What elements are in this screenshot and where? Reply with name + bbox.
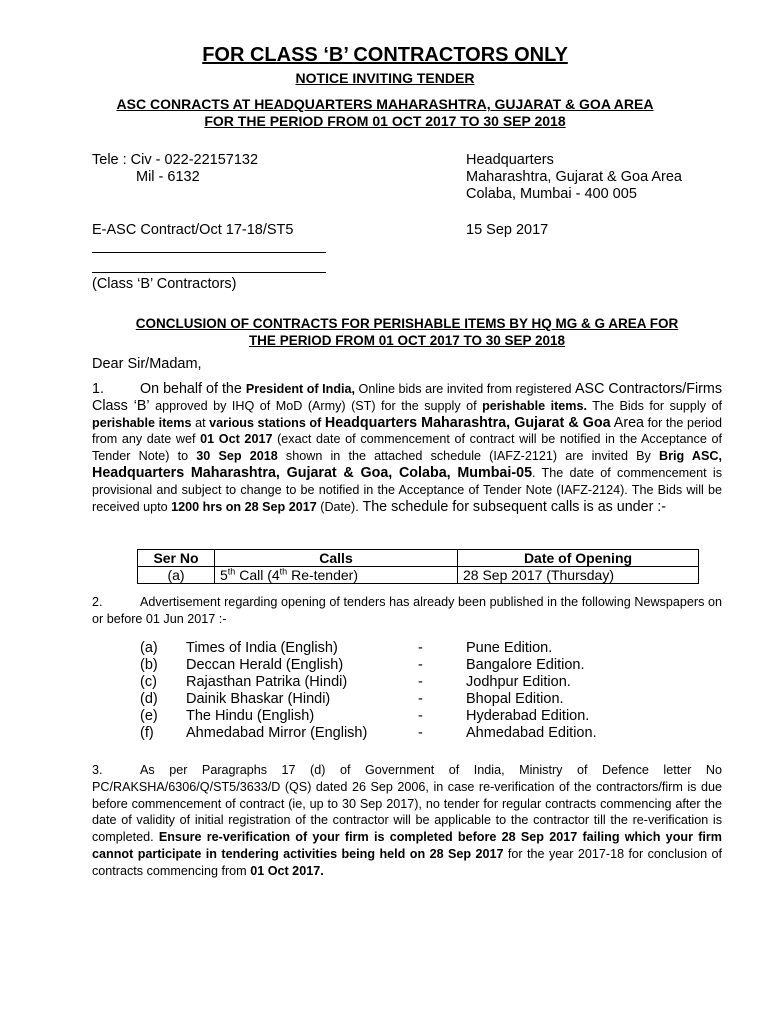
letter-date: 15 Sep 2017 [466, 222, 549, 238]
para-1-text: The schedule for subsequent calls is as under :- [358, 498, 667, 515]
call-text: 5 [220, 567, 228, 583]
para-1-bold: perishable items [92, 415, 192, 430]
newspaper-dash: - [418, 640, 423, 656]
cell-ser-no: (a) [138, 567, 215, 584]
reference-number: E-ASC Contract/Oct 17-18/ST5 [92, 222, 294, 238]
newspaper-id: (f) [140, 725, 154, 741]
newspaper-edition: Bhopal Edition. [466, 691, 564, 707]
para-1-text: (exact date of commencement of contract will be notified in the Acceptance of Tender Note) to [92, 432, 722, 464]
call-schedule-table [137, 549, 699, 584]
divider-line-1 [92, 252, 326, 253]
para-1-bold: Brig ASC, [659, 449, 722, 464]
subject-line-2: THE PERIOD FROM 01 OCT 2017 TO 30 SEP 2018 [248, 333, 566, 348]
call-superscript: th [227, 566, 236, 577]
newspaper-name: Deccan Herald (English) [186, 657, 344, 673]
call-text: Re-tender) [287, 567, 358, 583]
newspaper-edition: Jodhpur Edition. [466, 674, 571, 690]
para-1-text: Area [610, 414, 645, 431]
paragraph-3 [92, 762, 722, 880]
table-row [138, 567, 699, 584]
newspaper-name: Ahmedabad Mirror (English) [186, 725, 368, 741]
column-header-ser-no: Ser No [138, 550, 215, 567]
para-1-text: ASC Contractors/Firms Class ‘B’ [92, 381, 722, 414]
newspaper-edition: Bangalore Edition. [466, 657, 585, 673]
para-1-text: (Date). [316, 499, 359, 514]
para-1-bold: 30 Sep 2018 [196, 449, 278, 464]
newspaper-id: (b) [140, 657, 158, 673]
newspaper-edition: Pune Edition. [466, 640, 553, 656]
newspaper-id: (a) [140, 640, 158, 656]
para-3-text: for the year 2017-18 for conclusion of contracts commencing from [92, 846, 723, 878]
newspaper-id: (e) [140, 708, 158, 724]
telephone-mil: Mil - 6132 [136, 169, 200, 185]
para-1-bold: various stations of [209, 415, 325, 430]
paragraph-1 [92, 381, 722, 515]
telephone-civ: Tele : Civ - 022-22157132 [92, 152, 259, 168]
header-line-2: FOR THE PERIOD FROM 01 OCT 2017 TO 30 SEP 2018 [204, 113, 566, 129]
para-1-text: On behalf of the [140, 381, 246, 397]
newspaper-dash: - [418, 708, 423, 724]
newspaper-name: Rajasthan Patrika (Hindi) [186, 674, 348, 690]
newspaper-edition: Ahmedabad Edition. [466, 725, 597, 741]
notice-subtitle: NOTICE INVITING TENDER [295, 70, 475, 86]
newspaper-id: (c) [140, 674, 157, 690]
call-superscript: th [279, 566, 288, 577]
newspaper-edition: Hyderabad Edition. [466, 708, 590, 724]
para-2-number: 2. [92, 595, 103, 609]
page-title: FOR CLASS ‘B’ CONTRACTORS ONLY [202, 44, 568, 66]
cell-date-of-opening: 28 Sep 2017 (Thursday) [458, 567, 699, 584]
hq-address-line-2: Maharashtra, Gujarat & Goa Area [466, 169, 682, 185]
header-line-1: ASC CONRACTS AT HEADQUARTERS MAHARASHTRA, GUJARAT & GOA AREA [116, 96, 654, 112]
para-1-bold: perishable items. [482, 398, 587, 413]
para-3-text: As per Paragraphs 17 (d) of Government of India, Ministry of Defence letter No PC/RAKSHA/6306/Q/ST5/3633/D (QS) dated 26 Sep 2006, in case re-verification of the contractors/firm is due before commencement of contract (ie, up to 30 Sep 2017), no tender for regular contracts commencing after the date of validity of initial registration of the contractor will be applicable to the contractor till the re-verification is completed. [92, 763, 722, 845]
newspaper-name: The Hindu (English) [186, 708, 315, 724]
newspaper-dash: - [418, 725, 423, 741]
para-2-text: Advertisement regarding opening of tenders has already been published in the following Newspapers on or before 01 Jun 2017 :- [92, 595, 722, 626]
para-3-bold: 01 Oct 2017. [250, 863, 324, 878]
newspaper-id: (d) [140, 691, 158, 707]
newspaper-dash: - [418, 691, 423, 707]
para-3-number: 3. [92, 763, 103, 777]
para-1-bold: Headquarters Maharashtra, Gujarat & Goa, Colaba, Mumbai-05 [92, 464, 533, 481]
newspaper-name: Dainik Bhaskar (Hindi) [186, 691, 331, 707]
para-1-bold: President of India, [245, 382, 356, 396]
newspaper-dash: - [418, 674, 423, 690]
para-1-text: . The date of commencement is provisional and subject to change to be notified in the Acceptance of Tender Note (IAFZ-2124). The Bids will be received upto [92, 465, 722, 514]
newspaper-dash: - [418, 657, 423, 673]
hq-address-line-1: Headquarters [466, 152, 554, 168]
salutation: Dear Sir/Madam, [92, 356, 202, 372]
para-1-text: approved by IHQ of MoD (Army) (ST) for the supply of [149, 398, 483, 413]
divider-line-2 [92, 272, 326, 273]
column-header-date: Date of Opening [458, 550, 699, 567]
para-1-text: shown in the attached schedule (IAFZ-2121) are invited By [277, 449, 660, 464]
call-text: Call (4 [235, 567, 280, 583]
para-1-text: Online bids are invited from registered [355, 382, 575, 396]
paragraph-2 [92, 594, 722, 628]
cell-calls [215, 567, 458, 584]
column-header-calls: Calls [215, 550, 458, 567]
para-1-text: for the period from any date wef [92, 415, 722, 447]
para-3-bold: Ensure re-verification of your firm is completed before 28 Sep 2017 failing which your firm cannot participate in tendering activities being held on 28 Sep 2017 [92, 830, 722, 861]
addressee: (Class ‘B’ Contractors) [92, 276, 237, 292]
newspaper-name: Times of India (English) [186, 640, 338, 656]
para-1-number: 1. [92, 381, 104, 397]
para-1-bold: Headquarters Maharashtra, Gujarat & Goa [324, 414, 611, 431]
para-1-bold: 1200 hrs on 28 Sep 2017 [171, 499, 317, 514]
subject-line-1: CONCLUSION OF CONTRACTS FOR PERISHABLE ITEMS BY HQ MG & G AREA FOR [135, 316, 679, 331]
para-1-text: at [191, 415, 210, 430]
table-header-row [138, 550, 699, 567]
para-1-bold: 01 Oct 2017 [200, 432, 273, 447]
hq-address-line-3: Colaba, Mumbai - 400 005 [466, 186, 637, 202]
para-1-text: The Bids for supply of [587, 398, 723, 413]
